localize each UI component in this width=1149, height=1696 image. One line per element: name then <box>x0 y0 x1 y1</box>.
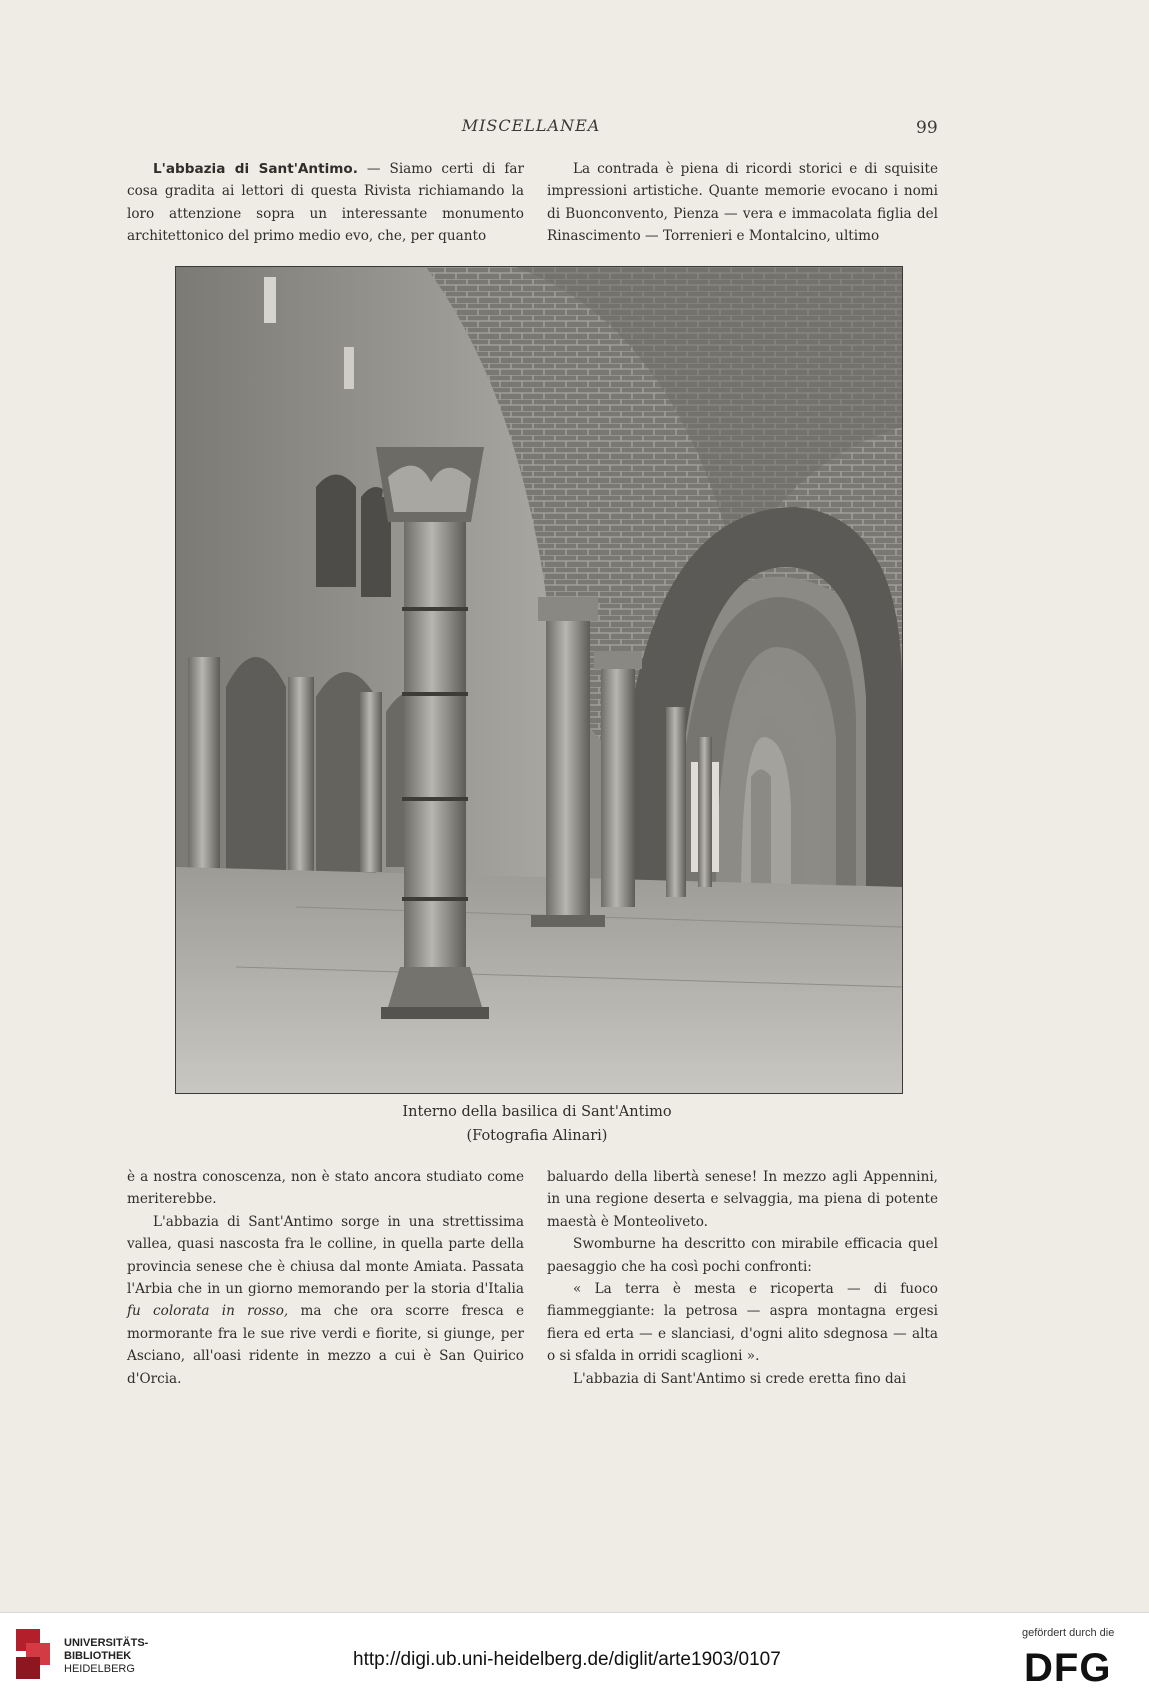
library-name <box>64 1637 148 1676</box>
source-url-link[interactable]: http://digi.ub.uni-heidelberg.de/diglit/arte1903/0107 <box>353 1649 781 1670</box>
figure-caption: Interno della basilica di Sant'Antimo <box>402 1104 672 1120</box>
figure-credit: (Fotografia Alinari) <box>466 1128 608 1144</box>
bottom-left-paragraph-2-start: L'abbazia di Sant'Antimo sorge in una strettissima vallea, quasi nascosta fra le colline, in quella parte della provincia senese che è chiusa dal monte Amiata. Passata l'Arbia che in un giorno memorando per la storia d'Italia <box>127 1213 524 1298</box>
top-right-paragraph: La contrada è piena di ricordi storici e di squisite impressioni artistiche. Quante memorie evocano i nomi di Buonconvento, Pienza — vera e immacolata figlia del Rinascimento — Torrenieri e Montalcino, ultimo <box>547 161 938 245</box>
page-number: 99 <box>916 118 938 138</box>
funded-by-label: gefördert durch die <box>1022 1627 1115 1639</box>
bottom-left-paragraph-2 <box>127 1211 524 1390</box>
running-title: MISCELLANEA <box>461 116 601 135</box>
article-heading: L'abbazia di Sant'Antimo. <box>153 161 358 177</box>
italic-phrase: fu colorata in rosso, <box>127 1303 289 1320</box>
university-library-logo-icon <box>12 1625 54 1683</box>
basilica-interior-photo <box>175 266 903 1094</box>
article-opening-text: — Siamo certi di far cosa gradita ai lettori di questa Rivista richiamando la loro attenzione sopra un interessante monumento architettonico del primo medio evo, che, per quanto <box>127 161 524 245</box>
article-opening <box>127 158 524 248</box>
bottom-left-column <box>127 1166 524 1390</box>
bottom-left-paragraph-2-end: ma che ora scorre fresca e mormorante fra le sue rive verdi e fiorite, si giunge, per Asciano, all'oasi ridente in mezzo a cui è San Quirico d'Orcia. <box>127 1303 524 1387</box>
bottom-right-column <box>547 1166 938 1390</box>
top-left-column <box>127 158 524 248</box>
bottom-left-paragraph-1: è a nostra conoscenza, non è stato ancora studiato come meriterebbe. <box>127 1169 524 1208</box>
library-name-line-2: BIBLIOTHEK <box>64 1650 132 1662</box>
digitization-footer <box>0 1612 1149 1696</box>
library-name-line-3: HEIDELBERG <box>64 1663 135 1675</box>
bottom-right-paragraph-1: baluardo della libertà senese! In mezzo agli Appennini, in una regione deserta e selvaggia, ma piena di potente maestà è Monteoliveto. <box>547 1169 938 1230</box>
library-name-line-1: UNIVERSITÄTS- <box>64 1637 149 1649</box>
bottom-right-paragraph-2: Swomburne ha descritto con mirabile efficacia quel paesaggio che ha così pochi confronti: <box>547 1236 938 1275</box>
top-right-column <box>547 158 938 248</box>
dfg-logo: DFG <box>1024 1646 1112 1690</box>
bottom-right-quote: « La terra è mesta e ricoperta — di fuoco fiammeggiante: la petrosa — aspra montagna ergesi fiera ed erta — e slanciasi, d'ogni alito sdegnosa — alta o si sfalda in orridi scaglioni ». <box>547 1281 938 1365</box>
photo-illustration <box>176 267 902 1093</box>
bottom-right-paragraph-4: L'abbazia di Sant'Antimo si crede eretta fino dai <box>573 1370 907 1387</box>
